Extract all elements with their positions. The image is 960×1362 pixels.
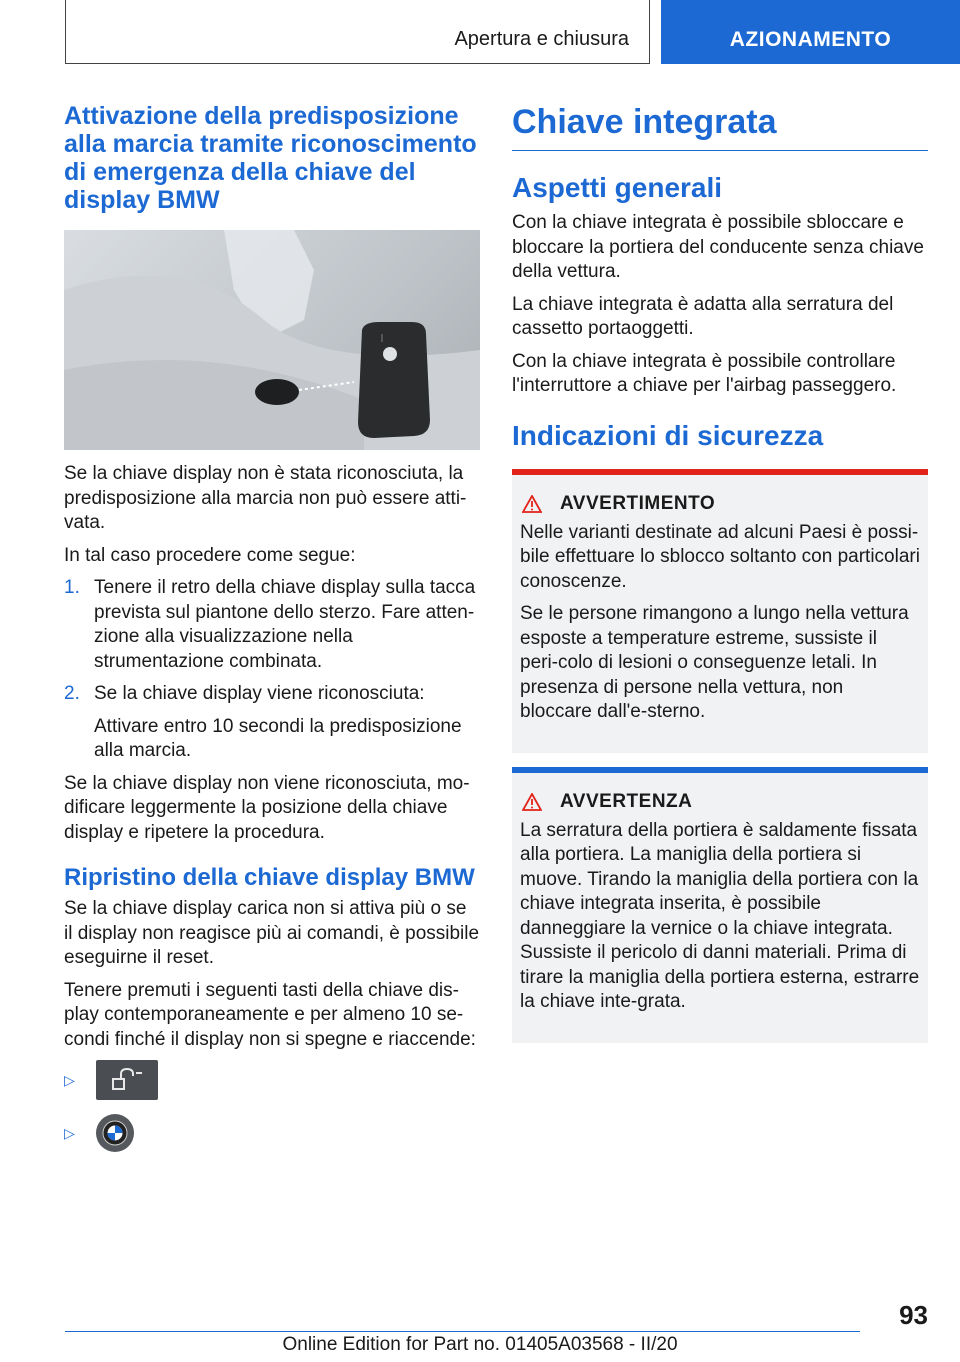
header-chapter-tab <box>661 0 960 64</box>
reset-paragraph: Se la chiave display carica non si attiva più o se il display non reagisce più ai comandi, è possibile eseguirne il reset. <box>64 898 480 968</box>
warning-paragraph-2: Se le persone rimangono a lungo nella vettura esposte a temperature estreme, sussiste il peri-colo di lesioni o conseguenze letali. In presenza di persone nella vettura, non bloccare dall'e-sterno. <box>520 603 909 722</box>
general-paragraph-3: Con la chiave integrata è possibile controllare l'interruttore a chiave per l'airbag passeggero. <box>512 350 897 396</box>
emergency-recognition-heading: Attivazione della predisposizione alla marcia tramite riconoscimento di emergenza della chiave del display BMW <box>64 102 477 214</box>
step-2-text: Se la chiave display viene riconosciuta: <box>94 683 425 704</box>
notice-title: AVVERTENZA <box>560 790 693 812</box>
warning-title: AVVERTIMENTO <box>560 492 716 514</box>
footer-edition: Online Edition for Part no. 01405A03568 - II/20 <box>282 1334 678 1355</box>
general-aspects-heading: Aspetti generali <box>512 172 723 203</box>
footer-divider <box>65 1331 860 1332</box>
bmw-logo-button-icon <box>96 1114 134 1152</box>
page-header <box>0 0 960 66</box>
reset-instructions: Tenere premuti i seguenti tasti della chiave dis-play contemporaneamente e per almeno 10 se-condi finché il display non si spegne e riaccende: <box>64 979 476 1050</box>
warning-box <box>512 469 928 753</box>
retry-paragraph: Se la chiave display non viene riconosciuta, mo-dificare leggermente la posizione della chiave display e ripetere la procedura. <box>64 772 470 843</box>
steering-column-illustration <box>64 230 480 450</box>
header-section-title: Apertura e chiusura <box>454 28 629 50</box>
step-2-subtext: Attivare entro 10 secondi la predisposizione alla marcia. <box>94 715 462 761</box>
warning-triangle-icon <box>522 495 542 513</box>
notice-triangle-icon <box>522 793 542 811</box>
reset-heading: Ripristino della chiave display BMW <box>64 864 475 891</box>
bullet-bmw-key <box>64 1114 480 1152</box>
warning-title-row <box>520 493 920 515</box>
bullet-triangle-icon: ▷ <box>64 1124 75 1141</box>
bullet-triangle-icon: ▷ <box>64 1071 75 1088</box>
steering-column-key-figure <box>64 230 480 450</box>
safety-heading: Indicazioni di sicurezza <box>512 419 824 451</box>
step-2-number: 2. <box>64 683 80 704</box>
procedure-steps <box>64 576 480 764</box>
step-1-number: 1. <box>64 577 80 598</box>
header-chapter-title: AZIONAMENTO <box>729 28 892 51</box>
header-section-box <box>65 0 650 64</box>
integrated-key-title: Chiave integrata <box>512 102 928 151</box>
unlock-button-icon <box>96 1060 158 1100</box>
warning-paragraph-1: Nelle varianti destinate ad alcuni Paesi è possi-bile effettuare lo sblocco soltanto con particolari conoscenze. <box>520 521 920 592</box>
step-2 <box>64 682 480 764</box>
right-column <box>512 102 928 1043</box>
step-1 <box>64 576 480 674</box>
procedure-intro: In tal caso procedere come segue: <box>64 544 356 566</box>
not-recognized-paragraph: Se la chiave display non è stata riconosciuta, la predisposizione alla marcia non può essere atti-vata. <box>64 463 467 533</box>
bullet-unlock-key <box>64 1060 480 1100</box>
step-1-text: Tenere il retro della chiave display sulla tacca prevista sul piantone dello sterzo. Fare atten-zione alla visualizzazione nella strumentazione combinata. <box>94 577 476 672</box>
notice-title-row <box>520 791 920 813</box>
notice-box <box>512 767 928 1043</box>
page-number: 93 <box>899 1300 928 1330</box>
notice-paragraph-1: La serratura della portiera è saldamente fissata alla portiera. La maniglia della portiera si muove. Tirando la maniglia della portiera con la chiave integrata inserita, è possibile danneggiare la vernice o la chiave integrata. Sussiste il pericolo di danni materiali. Prima di tirare la maniglia della portiera esterna, estrarre la chiave inte-grata. <box>520 819 920 1012</box>
general-paragraph-2: La chiave integrata è adatta alla serratura del cassetto portaoggetti. <box>512 293 894 339</box>
left-column <box>64 102 480 1166</box>
general-paragraph-1: Con la chiave integrata è possibile sbloccare e bloccare la portiera del conducente senza chiave della vettura. <box>512 212 924 282</box>
